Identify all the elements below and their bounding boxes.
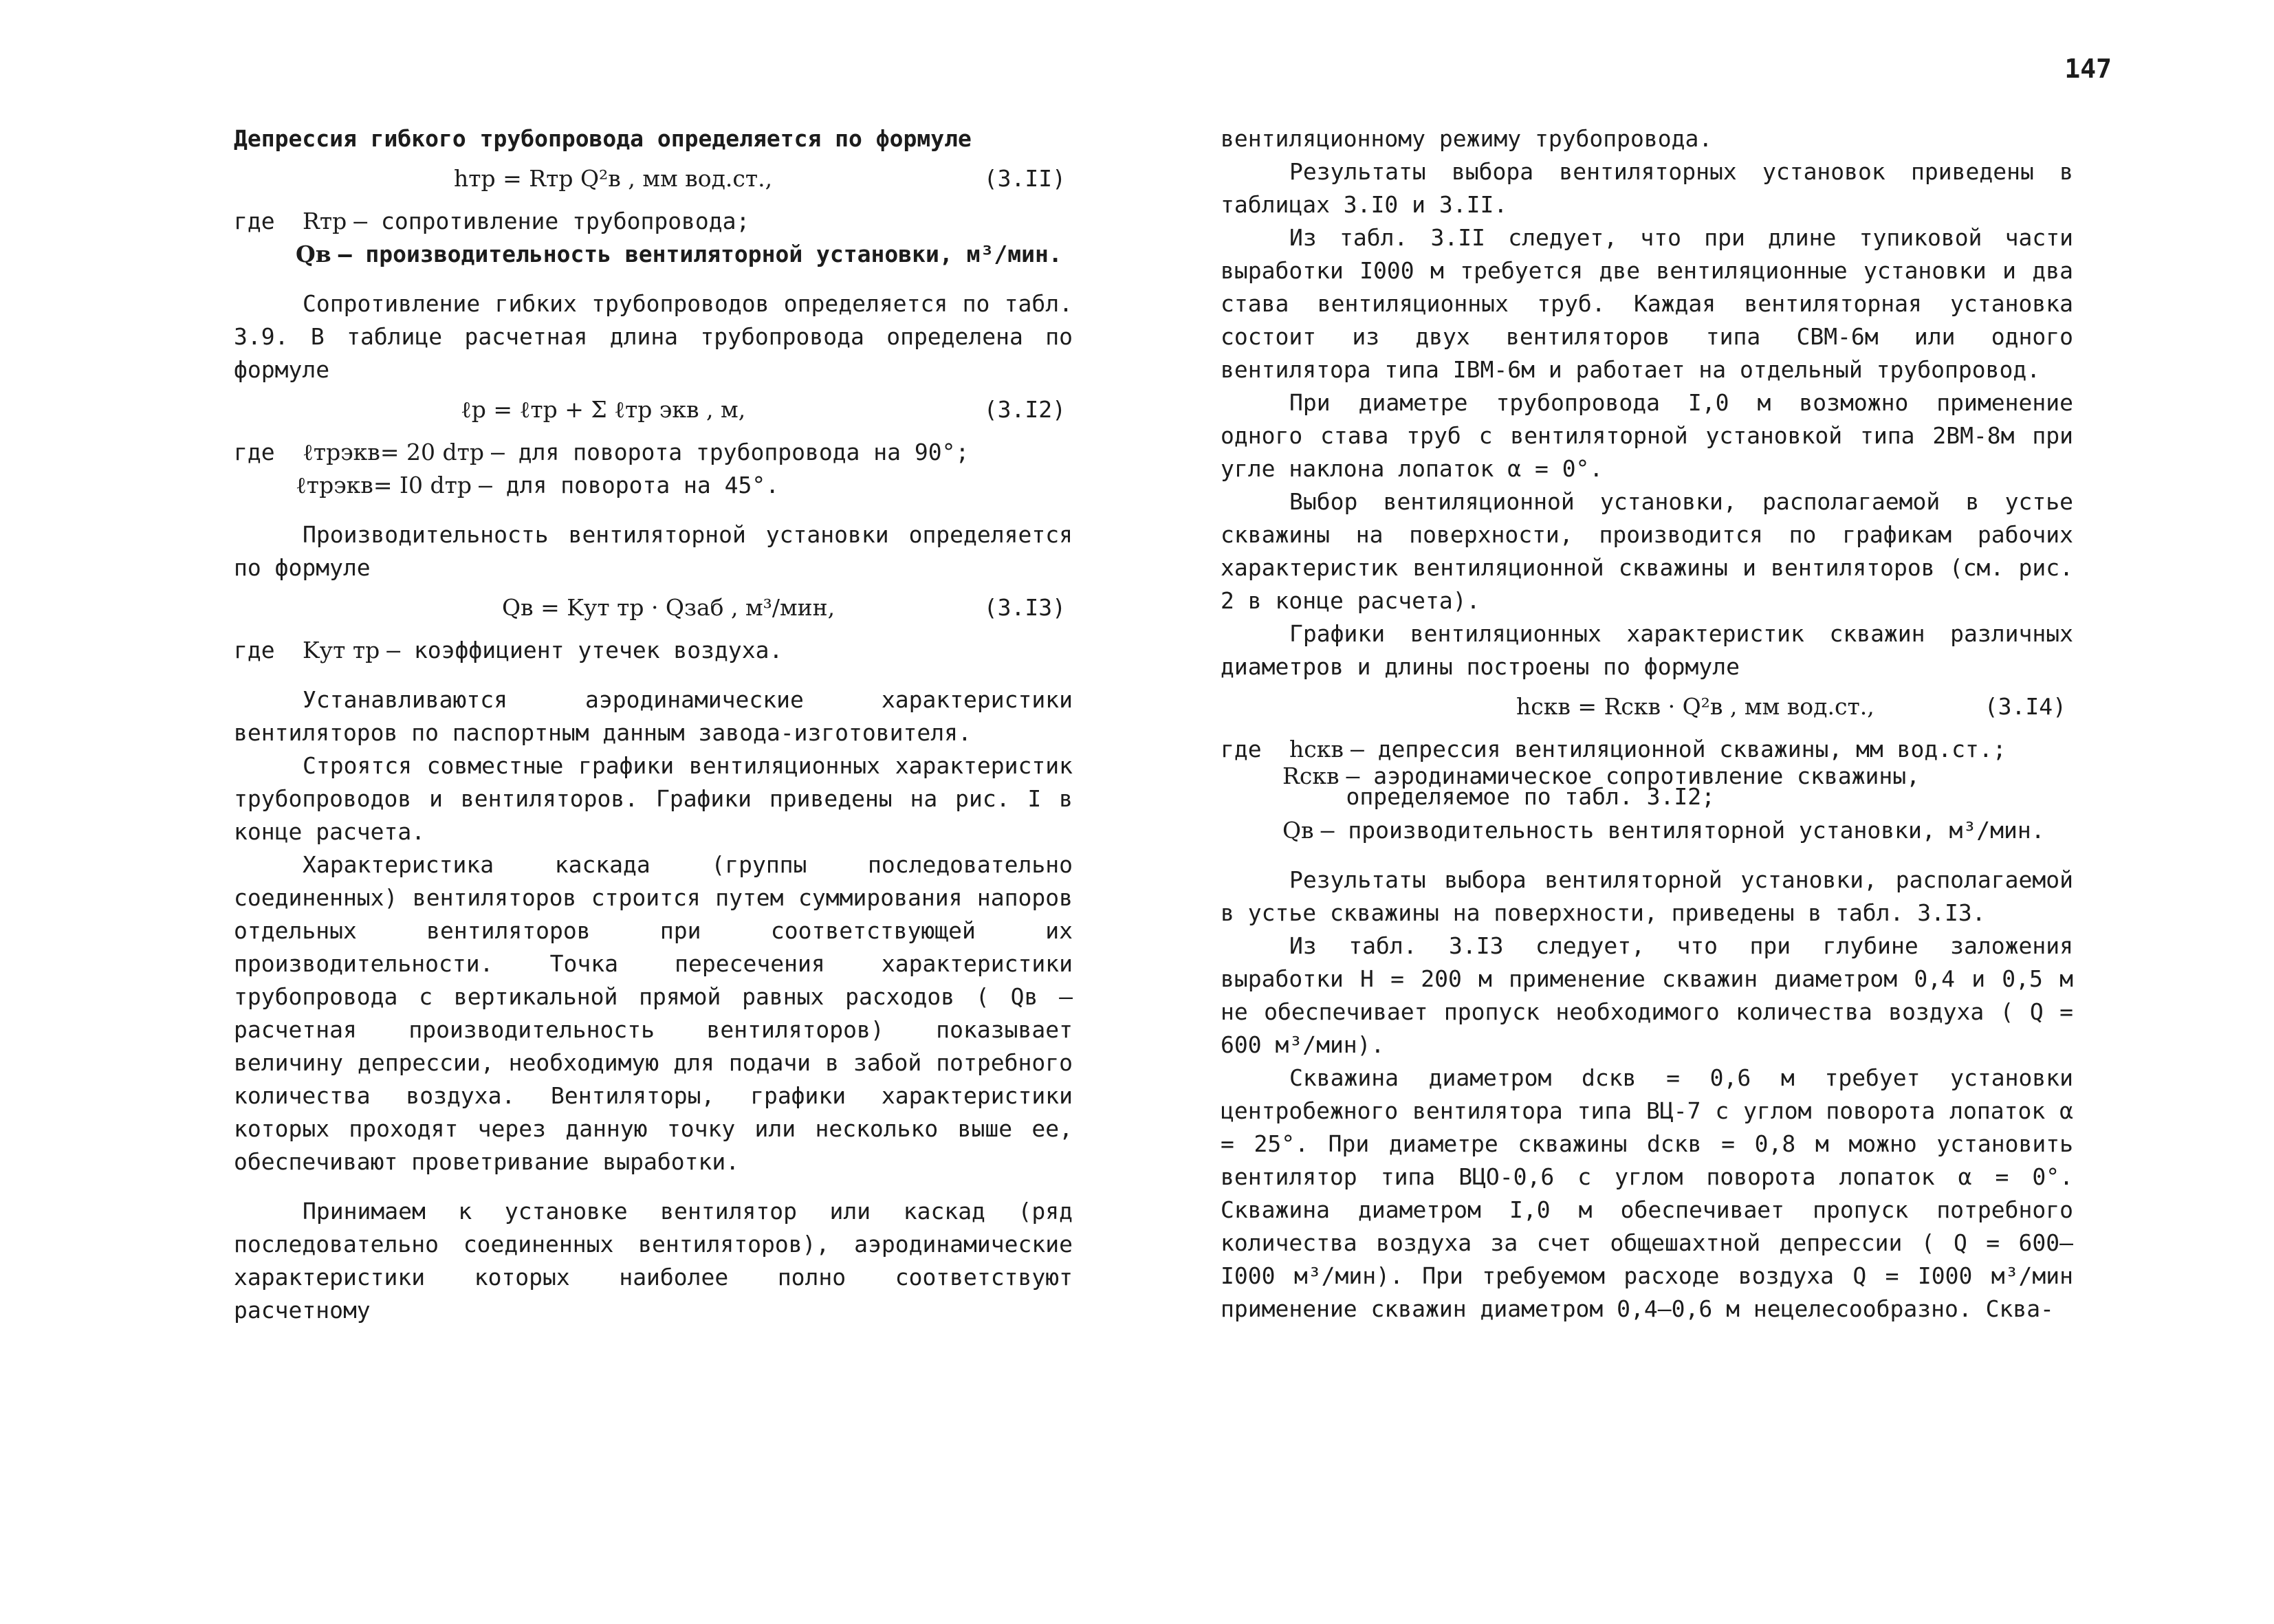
paragraph: вентиляционному режиму трубопровода.: [1221, 125, 1713, 152]
formula-3-11: [234, 155, 1073, 205]
where-label: где: [234, 637, 275, 663]
definition: – для поворота трубопровода на 90°;: [491, 439, 970, 465]
definition: – производительность вентиляторной установки, м³/мин.: [338, 241, 1062, 267]
where-line: [234, 634, 1073, 667]
paragraph: Графики вентиляционных характеристик скважин различных диаметров и длины построены по формуле: [1221, 620, 2073, 680]
paragraph: Скважина диаметром dскв = 0,6 м требует установки центробежного вентилятора типа ВЦ-7 с углом поворота лопаток α = 25°. При диаметре скважины dскв = 0,8 м можно установить вентилятор типа ВЦО-0,6 с углом поворота лопаток α = 0°. Скважина диаметром I,0 м обеспечивает пропуск потребного количества воздуха за счет общешахтной депрессии ( Q = 600–I000 м³/мин). При требуемом расходе воздуха Q = I000 м³/мин применение скважин диаметром 0,4–0,6 м нецелесообразно. Сква-: [1221, 1064, 2073, 1322]
paragraph: Принимаем к установке вентилятор или каскад (ряд последовательно соединенных вентиляторов), аэродинамические характеристики которых наиболее полно соответствуют расчетному: [234, 1198, 1073, 1324]
paragraph: Из табл. 3.I3 следует, что при глубине заложения выработки Н = 200 м применение скважин диаметром 0,4 и 0,5 м не обеспечивает пропуск необходимого количества воздуха ( Q = 600 м³/мин).: [1221, 932, 2073, 1058]
symbol: ℓтрэкв= 20 dтр: [303, 439, 484, 465]
symbol: ℓтрэкв= I0 dтр: [296, 472, 472, 498]
definition: – депрессия вентиляционной скважины, мм вод.ст.;: [1350, 736, 2007, 762]
formula-number: (3.I3): [983, 594, 1066, 621]
where-line: [234, 436, 1073, 469]
paragraph: Характеристика каскада (группы последовательно соединенных) вентиляторов строится путем суммирования напоров отдельных вентиляторов при соответствующей их производительности. Точка пересечения характеристики трубопровода с вертикальной прямой равных расходов ( Qв – расчетная производительность вентиляторов) показывает величину депрессии, необходимую для подачи в забой потребного количества воздуха. Вентиляторы, графики характеристики которых проходят через данную точку или несколько выше ее, обеспечивают проветривание выработки.: [234, 851, 1073, 1175]
formula-expression: ℓр = ℓтр + Σ ℓтр экв , м,: [461, 396, 746, 423]
formula-3-12: [234, 386, 1073, 436]
where-line: [1221, 762, 2073, 810]
where-line: [234, 469, 1073, 502]
paragraph: При диаметре трубопровода I,0 м возможно применение одного става труб с вентиляторной установкой типа 2ВМ-8м при угле наклона лопаток α = 0°.: [1221, 389, 2073, 482]
definition: – производительность вентиляторной установки, м³/мин.: [1320, 817, 2045, 844]
symbol: Kут тр: [303, 637, 380, 663]
symbol: Rтр: [303, 208, 347, 234]
paragraph: Результаты выбора вентиляторной установки, располагаемой в устье скважины на поверхности, приведены в табл. 3.I3.: [1221, 866, 2073, 926]
paragraph: Сопротивление гибких трубопроводов определяется по табл. 3.9. В таблице расчетная длина трубопровода определена по формуле: [234, 290, 1073, 383]
where-label: где: [1221, 736, 1262, 762]
heading-depression: Депрессия гибкого трубопровода определяется по формуле: [234, 125, 972, 152]
paragraph: Выбор вентиляционной установки, располагаемой в устье скважины на поверхности, производится по графикам рабочих характеристик вентиляционной скважины и вентиляторов (см. рис. 2 в конце расчета).: [1221, 488, 2073, 614]
symbol: hскв: [1289, 736, 1344, 762]
where-label: где: [234, 439, 275, 465]
formula-number: (3.I2): [983, 396, 1066, 423]
paragraph: Производительность вентиляторной установки определяется по формуле: [234, 521, 1073, 581]
where-line: [234, 205, 1073, 238]
definition: – коэффициент утечек воздуха.: [386, 637, 783, 663]
formula-expression: hтр = Rтр Q²в , мм вод.ст.,: [454, 165, 773, 192]
paragraph: Результаты выбора вентиляторных установок приведены в таблицах 3.I0 и 3.II.: [1221, 158, 2073, 218]
formula-expression: hскв = Rскв · Q²в , мм вод.ст.,: [1516, 693, 1874, 720]
where-line: [1221, 733, 2073, 766]
definition: – аэродинамическое сопротивление скважины, определяемое по табл. 3.I2;: [1346, 762, 1920, 810]
symbol: Qв: [296, 241, 331, 267]
where-line: [1221, 814, 2073, 847]
right-column: [1221, 122, 2073, 1326]
where-line: [234, 238, 1073, 271]
page-number: 147: [2064, 54, 2112, 84]
paragraph: Строятся совместные графики вентиляционных характеристик трубопроводов и вентиляторов. Графики приведены на рис. I в конце расчета.: [234, 752, 1073, 845]
formula-3-13: [234, 584, 1073, 634]
left-column: [234, 122, 1073, 1327]
symbol: Qв: [1282, 817, 1314, 844]
formula-expression: Qв = Kут тр · Qзаб , м³/мин,: [502, 594, 835, 621]
definition: – сопротивление трубопровода;: [353, 208, 750, 234]
formula-number: (3.II): [983, 165, 1066, 192]
formula-number: (3.I4): [1984, 693, 2066, 720]
paragraph: Из табл. 3.II следует, что при длине тупиковой части выработки I000 м требуется две вентиляционные установки и два става вентиляционных труб. Каждая вентиляторная установка состоит из двух вентиляторов типа СВМ-6м или одного вентилятора типа IВМ-6м и работает на отдельный трубопровод.: [1221, 224, 2073, 383]
where-label: где: [234, 208, 275, 234]
definition: – для поворота на 45°.: [479, 472, 780, 498]
formula-3-14: [1221, 683, 2073, 733]
paragraph: Устанавливаются аэродинамические характеристики вентиляторов по паспортным данным завода-изготовителя.: [234, 686, 1073, 746]
symbol: Rскв: [1282, 762, 1340, 789]
